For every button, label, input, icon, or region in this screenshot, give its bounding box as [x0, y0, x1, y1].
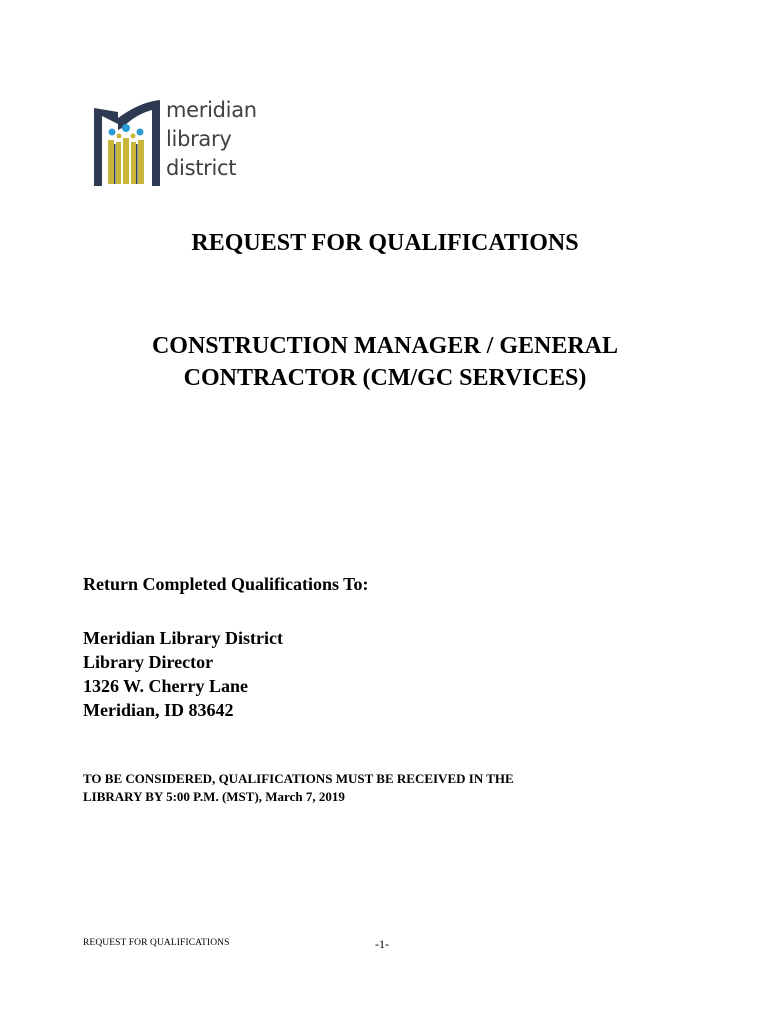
document-title: REQUEST FOR QUALIFICATIONS [191, 230, 579, 256]
logo-line-district: district [166, 156, 237, 180]
logo-line-library: library [166, 127, 232, 151]
notice-line-2: LIBRARY BY 5:00 P.M. (MST), March 7, 2019 [83, 789, 345, 804]
footer-title: REQUEST FOR QUALIFICATIONS [83, 938, 230, 948]
address-line-4: Meridian, ID 83642 [83, 700, 234, 720]
library-logo-icon [88, 96, 164, 192]
notice-line-1: TO BE CONSIDERED, QUALIFICATIONS MUST BE RECEIVED IN THE [83, 771, 514, 786]
meridian-library-logo [88, 96, 268, 192]
logo-line-meridian: meridian [166, 98, 257, 122]
logo-wordmark [166, 96, 257, 183]
return-heading: Return Completed Qualifications To: [83, 574, 369, 594]
deadline-notice [83, 770, 514, 806]
page-number: -1- [375, 937, 389, 951]
document-subtitle [0, 330, 770, 394]
subtitle-line-1: CONSTRUCTION MANAGER / GENERAL [151, 333, 619, 359]
address-line-1: Meridian Library District [83, 628, 283, 648]
address-line-2: Library Director [83, 652, 214, 672]
return-address [83, 626, 283, 722]
address-line-3: 1326 W. Cherry Lane [83, 676, 249, 696]
subtitle-line-2: CONTRACTOR (CM/GC SERVICES) [183, 365, 587, 391]
